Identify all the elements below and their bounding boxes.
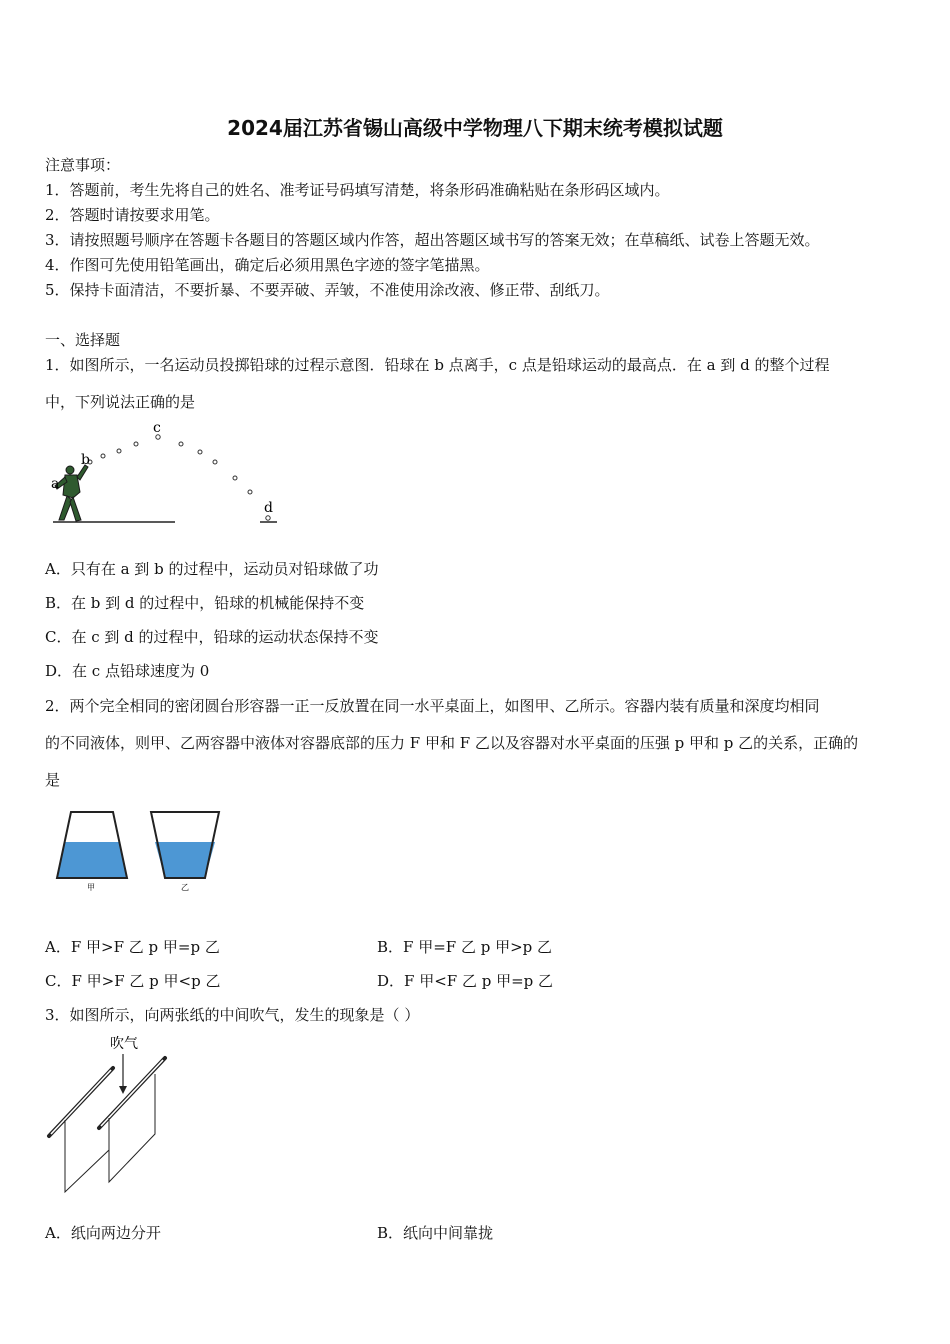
section-heading: 一、选择题 (45, 331, 121, 349)
q2-option-c: C．F 甲>F 乙 p 甲<p 乙 (45, 972, 221, 990)
q1-option-c: C．在 c 到 d 的过程中，铅球的运动状态保持不变 (45, 628, 379, 646)
q1-stem-line1: 1．如图所示，一名运动员投掷铅球的过程示意图．铅球在 b 点离手，c 点是铅球运动的最高点．在 a 到 d 的整个过程 (45, 356, 830, 374)
q3-stem: 3．如图所示，向两张纸的中间吹气，发生的现象是（ ） (45, 1006, 420, 1024)
q2-containers-figure (55, 808, 225, 898)
q1-option-a: A．只有在 a 到 b 的过程中，运动员对铅球做了功 (45, 560, 379, 578)
q1-option-d: D．在 c 点铅球速度为 0 (45, 662, 210, 680)
q3-paper-figure (45, 1032, 185, 1202)
note-item-3: 3．请按照题号顺序在答题卡各题目的答题区域内作答，超出答题区域书写的答案无效；在草稿纸、试卷上答题无效。 (45, 231, 820, 249)
q2-stem-line1: 2．两个完全相同的密闭圆台形容器一正一反放置在同一水平桌面上，如图甲、乙所示。容器内装有质量和深度均相同 (45, 697, 820, 715)
container-jia-label: 甲 (87, 883, 95, 892)
athlete-figure (55, 465, 88, 521)
note-item-4: 4．作图可先使用铅笔画出，确定后必须用黑色字迹的签字笔描黑。 (45, 256, 490, 274)
point-b-label: b (81, 452, 90, 468)
q2-stem-line2: 的不同液体，则甲、乙两容器中液体对容器底部的压力 F 甲和 F 乙以及容器对水平桌面的压强 p 甲和 p 乙的关系，正确的 (45, 734, 859, 752)
q2-option-d: D．F 甲<F 乙 p 甲=p 乙 (377, 972, 554, 990)
notes-heading: 注意事项： (45, 156, 121, 174)
trajectory-dots (88, 435, 270, 520)
q2-stem-line3: 是 (45, 771, 61, 789)
point-d-label: d (264, 500, 273, 516)
q3-option-a: A．纸向两边分开 (45, 1224, 161, 1242)
note-item-2: 2．答题时请按要求用笔。 (45, 206, 220, 224)
container-yi-label: 乙 (181, 883, 189, 892)
q1-stem-line2: 中，下列说法正确的是 (45, 393, 196, 411)
q3-option-b: B．纸向中间靠拢 (377, 1224, 494, 1242)
q1-option-b: B．在 b 到 d 的过程中，铅球的机械能保持不变 (45, 594, 365, 612)
q2-option-b: B．F 甲=F 乙 p 甲>p 乙 (377, 938, 553, 956)
point-c-label: c (153, 420, 161, 436)
blow-air-label: 吹气 (110, 1036, 138, 1052)
point-a-label: a (51, 476, 60, 492)
container-jia-liquid (57, 842, 127, 878)
page-title: 2024届江苏省锡山高级中学物理八下期末统考模拟试题 (227, 116, 723, 140)
note-item-1: 1．答题前，考生先将自己的姓名、准考证号码填写清楚，将条形码准确粘贴在条形码区域内。 (45, 181, 670, 199)
paper-left (65, 1120, 109, 1192)
q2-option-a: A．F 甲>F 乙 p 甲=p 乙 (45, 938, 220, 956)
q1-shot-put-figure (45, 420, 285, 530)
note-item-5: 5．保持卡面清洁，不要折暴、不要弄破、弄皱，不准使用涂改液、修正带、刮纸刀。 (45, 281, 610, 299)
